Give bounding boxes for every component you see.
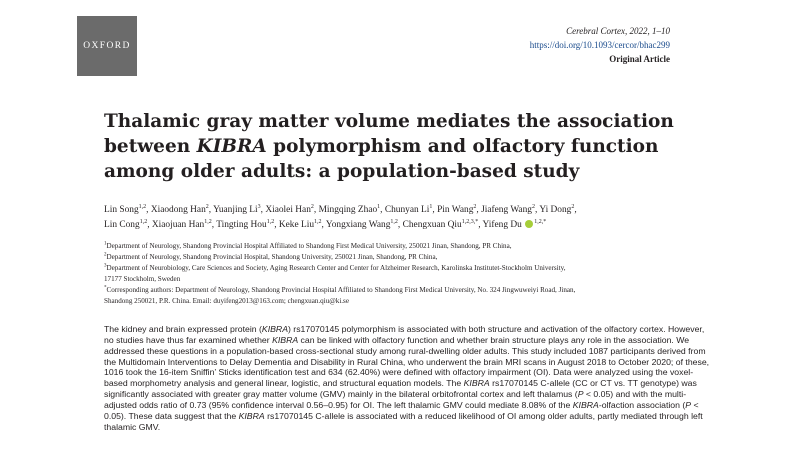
orcid-icon[interactable] — [525, 220, 533, 228]
affiliation-text: Shandong 250021, P.R. China. Email: duyifeng2013@163.com; chengxuan.qiu@ki.se — [104, 297, 349, 305]
affiliation-text: Corresponding authors: Department of Neurology, Shandong Provincial Hospital Affiliated to Shandong First Medical University, No. 324 Jingwuweiyi Road, Jinan, — [106, 286, 576, 294]
author-affiliation-marker: 1,2 — [314, 218, 322, 225]
author-affiliation-marker: 2 — [531, 203, 535, 210]
author-name: Lin Song — [104, 205, 139, 215]
author-name: Yi Dong — [539, 205, 572, 215]
author-affiliation-marker: 1,2,3,* — [461, 218, 479, 225]
doi-link[interactable]: https://doi.org/10.1093/cercor/bhac299 — [529, 40, 670, 50]
author — [216, 220, 274, 230]
affiliation-number: 3 — [104, 263, 107, 269]
abstract-italic-term: KIBRA — [463, 378, 490, 389]
author-affiliation-marker: 2 — [571, 203, 575, 210]
article-title — [104, 109, 704, 184]
author-list: Lin Song$^{1,2}$, Xiaodong Han$^2$, Yuanjing Li$^3$, Xiaolei Han$^2$, Mingqing Zhao$^1$, Chunyan Li$^1$, Pin Wang$^2$, Jiafeng Wang$^2$, Yi Dong$^2$, Lin Cong$^{1,2}$, Xiaojuan Han$^{1,2}$, Tingting Hou$^{1,2}$, Keke Liu$^{1,2}$, Yongxiang Wang$^{1,2}$, Chengxuan Qiu$^{1,2,3,*}$, Yifeng Du $^{1,2,*}$ — [104, 203, 577, 230]
author — [279, 220, 322, 230]
affiliations — [104, 241, 714, 307]
author-affiliation-marker: 1,2 — [138, 203, 147, 210]
journal-citation: Cerebral Cortex, 2022, 1–10 — [566, 26, 670, 36]
author — [319, 205, 381, 215]
author — [104, 220, 147, 230]
affiliation-line — [104, 263, 714, 274]
author-name: Xiaodong Han — [150, 205, 206, 215]
affiliation-line — [104, 285, 714, 296]
affiliation-line — [104, 252, 714, 263]
author-affiliation-marker: 3 — [257, 203, 261, 210]
author-name: Keke Liu — [278, 220, 315, 230]
author-affiliation-marker: 1,2 — [266, 218, 275, 225]
author-affiliation-marker: 2 — [473, 203, 477, 210]
abstract-text: rs17070145 C-allele is associated with a reduced likelihood of OI among older adults, partly mediated through left thalamic GMV. — [104, 410, 703, 432]
oxford-logo — [77, 16, 137, 76]
author-affiliation-marker: 1,2 — [390, 218, 398, 225]
abstract-text: ) rs17070145 polymorphism is associated with both structure and activation of the olfactory cortex. However, no studies have thus far examined whether — [104, 324, 705, 345]
author — [403, 220, 479, 230]
abstract-italic-term: P — [577, 389, 584, 400]
abstract-text: rs17070145 C-allele (CC or CT vs. TT genotype) was significantly associated with greater gray matter volume (GMV) mainly in the bilateral orbitofrontal cortex and left thalamus ( — [104, 378, 697, 400]
article-type: Original Article — [609, 54, 670, 64]
author — [481, 205, 535, 215]
affiliation-text: Department of Neurobiology, Care Sciences and Society, Aging Research Center and Center for Alzheimer Research, Karolinska Institutet-Stockholm University, — [106, 264, 566, 272]
author-name: Jiafeng Wang — [481, 205, 532, 215]
abstract-text: The kidney and brain expressed protein ( — [104, 324, 262, 334]
abstract-italic-term: KIBRA — [238, 410, 265, 421]
author — [483, 220, 547, 230]
author — [539, 205, 574, 215]
affiliation-number: * — [104, 285, 107, 291]
abstract-italic-term: KIBRA — [572, 399, 599, 410]
author — [151, 205, 209, 215]
abstract-italic-term: KIBRA — [272, 334, 299, 345]
abstract-text: -olfaction association ( — [598, 399, 686, 410]
abstract — [104, 324, 714, 432]
abstract-italic-term: P — [685, 399, 692, 410]
title-part-1: Thalamic gray matter volume mediates the association between — [104, 111, 674, 157]
author-affiliation-marker: 1 — [429, 203, 433, 210]
author-name: Yuanjing Li — [213, 205, 258, 215]
author-name: Yifeng Du — [482, 220, 522, 230]
title-gene: KIBRA — [196, 136, 267, 157]
affiliation-number: 1 — [104, 241, 107, 247]
journal-info — [530, 24, 670, 66]
author-name: Mingqing Zhao — [318, 205, 378, 215]
abstract-text: can be linked with olfactory function and whether brain structure plays any role in the association. We addressed these questions in a population-based cross-sectional study among rural-dwelling older adults. This study included 1087 participants derived from the Multidomain Interventions to Delay Dementia and Disability in Rural China, who underwent the brain MRI scans in August 2018 to October 2020; of these, 1016 took the 16-item Sniffin’ Sticks identification test and 634 (62.40%) were defined with olfactory impairment (OI). Data were analyzed using the voxel-based morphometry analysis and general linear, logistic, and structural equation models. The — [104, 334, 710, 389]
affiliation-line — [104, 274, 714, 285]
affiliation-number: 2 — [104, 252, 107, 258]
author-name: Yongxiang Wang — [325, 220, 391, 230]
author-name: Lin Cong — [104, 220, 140, 230]
affiliation-line — [104, 241, 714, 252]
author-name: Chunyan Li — [384, 205, 430, 215]
author — [385, 205, 433, 215]
author-name: Pin Wang — [437, 205, 474, 215]
author — [104, 205, 146, 215]
abstract-text: < 0.05). These data suggest that the — [104, 399, 699, 421]
author-name: Tingting Hou — [216, 220, 267, 230]
author — [213, 205, 261, 215]
author-affiliation-marker: 2 — [310, 203, 314, 210]
author-affiliation-marker: 1 — [377, 203, 381, 210]
title-part-2: polymorphism and olfactory function among older adults: a population-based study — [104, 136, 659, 182]
author-name: Xiaojuan Han — [151, 220, 205, 230]
author-name: Xiaolei Han — [265, 205, 311, 215]
author-affiliation-marker: 1,2,* — [534, 218, 547, 225]
author — [265, 205, 314, 215]
affiliation-text: Department of Neurology, Shandong Provincial Hospital, Shandong University, 250021 Jinan, Shandong, PR China, — [106, 253, 438, 261]
author-affiliation-marker: 1,2 — [139, 218, 148, 225]
abstract-italic-term: KIBRA — [261, 324, 288, 334]
author — [152, 220, 212, 230]
author — [437, 205, 476, 215]
oxford-logo-text: OXFORD — [83, 41, 131, 51]
author-affiliation-marker: 1,2 — [204, 218, 212, 225]
author-affiliation-marker: 2 — [205, 203, 209, 210]
author — [326, 220, 398, 230]
affiliation-text: Department of Neurology, Shandong Provincial Hospital Affiliated to Shandong First Medical University, 250021 Jinan, Shandong, PR China, — [106, 242, 512, 250]
abstract-text: < 0.05) and with the multi-adjusted odds ratio of 0.73 (95% confidence interval 0.56–0.95) for OI. The left thalamic GMV could mediate 8.08% of the — [104, 389, 687, 410]
affiliation-line — [104, 296, 714, 307]
author-name: Chengxuan Qiu — [402, 220, 462, 230]
affiliation-text: 17177 Stockholm, Sweden — [104, 275, 181, 283]
